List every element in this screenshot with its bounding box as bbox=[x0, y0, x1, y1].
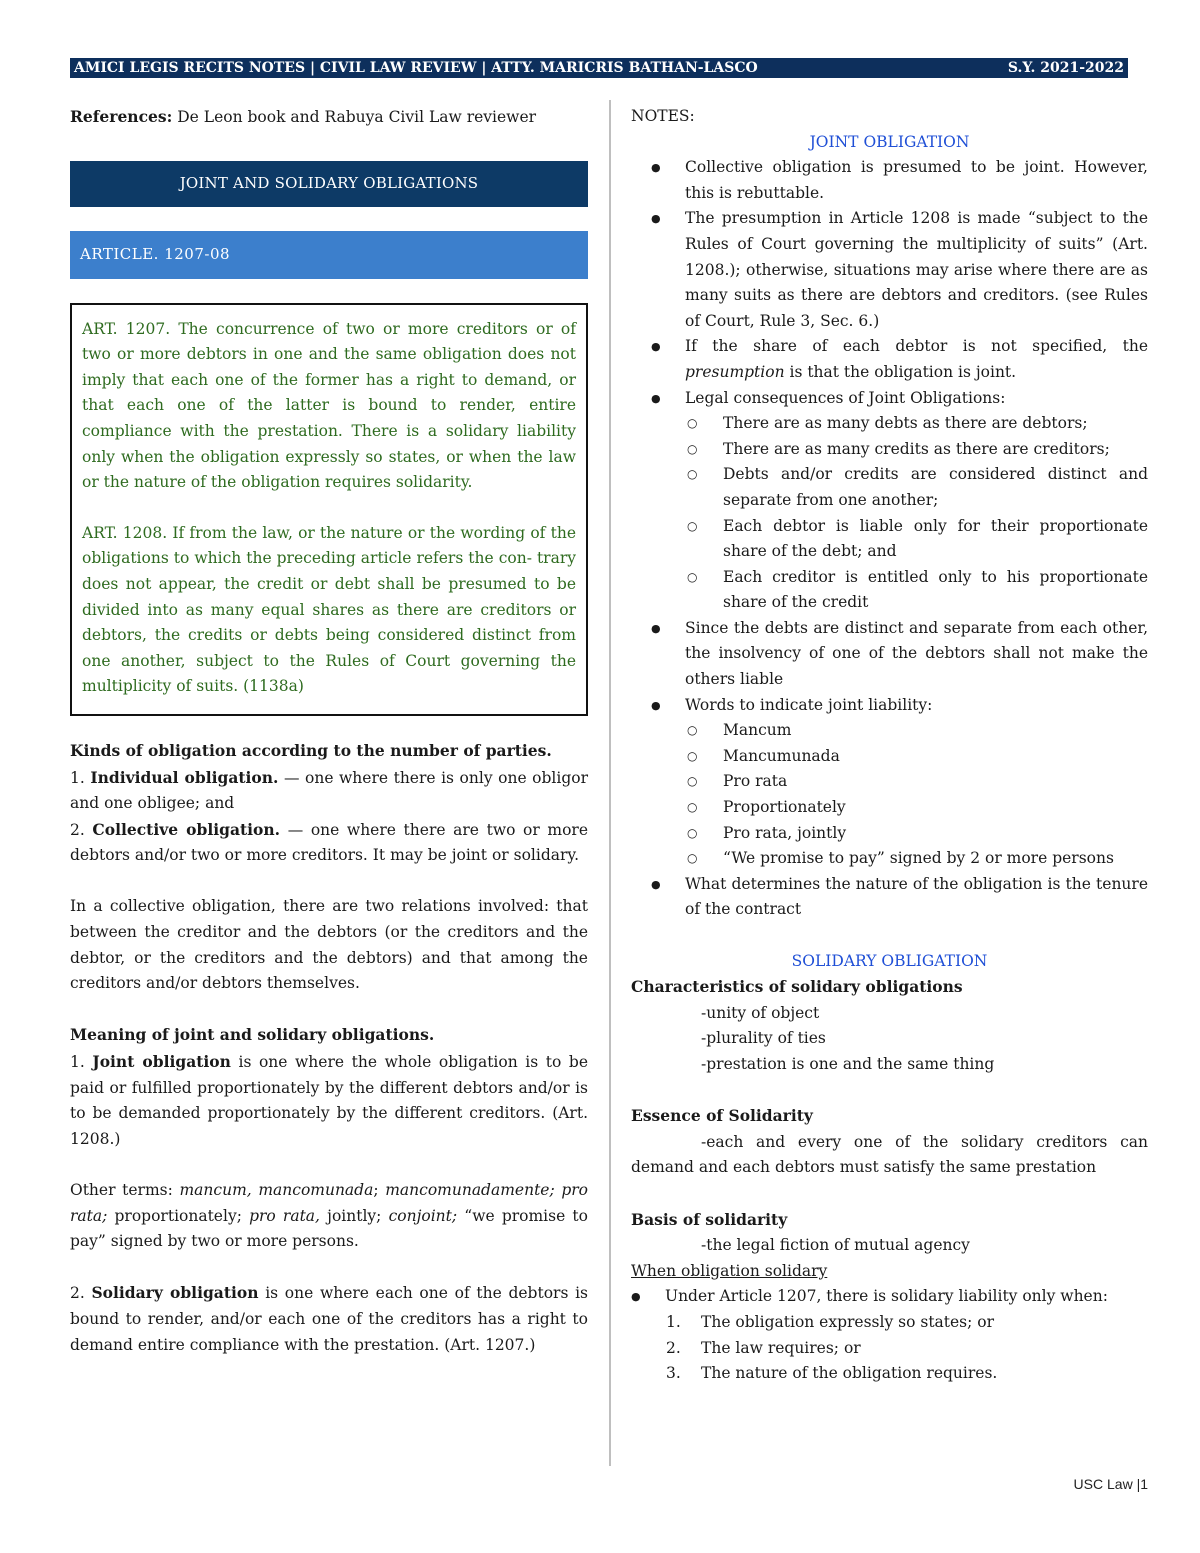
references-label: References: bbox=[70, 107, 173, 126]
joint-notes-list bbox=[631, 155, 1148, 923]
consequences-list bbox=[685, 411, 1148, 616]
list-item: ● What determines the nature of the obligation is the tenure of the contract bbox=[647, 872, 1148, 923]
article-box bbox=[70, 303, 588, 716]
header-school-year: S.Y. 2021-2022 bbox=[1007, 60, 1124, 76]
page-footer: USC Law |1 bbox=[1073, 1476, 1148, 1492]
kind-individual: 1. Individual obligation. — one where there is only one obligor and one obligee; and bbox=[70, 767, 588, 813]
essence-title: Essence of Solidarity bbox=[631, 1106, 813, 1126]
essence-text: -each and every one of the solidary creditors can demand and each debtors must satisfy the same prestation bbox=[631, 1132, 1148, 1177]
article-banner: ARTICLE. 1207-08 bbox=[70, 231, 588, 279]
list-item: 3. The nature of the obligation requires. bbox=[666, 1364, 998, 1383]
list-item: ● Legal consequences of Joint Obligations: ○ There are as many debts as there are debtors; ○ There are as many credits as there are creditors; ○ Debts and/or credits are considered distinct and separate from one another; ○ Each debtor is liable only for their proportionate share of the debt; and ○ Each creditor is entitled only to his proportionate share of the credit bbox=[647, 386, 1148, 616]
solidary-conditions-list bbox=[631, 1310, 1148, 1387]
list-item: 2. The law requires; or bbox=[666, 1338, 861, 1357]
other-terms: Other terms: mancum, mancomunada; mancomunadamente; pro rata; proportionately; pro rata, jointly; conjoint; “we promise to pay” signed by two or more persons. bbox=[70, 1181, 589, 1251]
article-1207: ART. 1207. The concurrence of two or more creditors or of two or more debtors in one and the same obligation does not imply that each one of the former has a right to demand, or that each one of the latter is bound to render, entire compliance with the prestation. There is a solidary liability only when the obligation expressly so states, or when the law or the nature of the obligation requires solidarity. bbox=[82, 319, 576, 492]
header-course-info: AMICI LEGIS RECITS NOTES | CIVIL LAW REVIEW | ATTY. MARICRIS BATHAN-LASCO bbox=[74, 60, 758, 76]
list-item: ○ Debts and/or credits are considered distinct and separate from one another; bbox=[685, 462, 1148, 513]
list-item: ● Under Article 1207, there is solidary liability only when: bbox=[631, 1284, 1148, 1310]
characteristic-item: -plurality of ties bbox=[701, 1029, 826, 1048]
article-1208: ART. 1208. If from the law, or the nature or the wording of the obligations to which the preceding article refers the con- trary does not appear, the credit or debt shall be presumed to be divided into as many equal shares as there are creditors or debtors, the credits or debts being considered distinct from one another, subject to the Rules of Court governing the multiplicity of suits. (1138a) bbox=[82, 523, 576, 696]
list-item: ○ Proportionately bbox=[685, 795, 1148, 821]
list-item: ○ Mancumunada bbox=[685, 744, 1148, 770]
page-header bbox=[70, 58, 1128, 78]
list-item: ○ There are as many credits as there are creditors; bbox=[685, 437, 1148, 463]
solidary-definition: 2. Solidary obligation is one where each one of the debtors is bound to render, and/or each one of the creditors has a right to demand entire compliance with the prestation. (Art. 1207.) bbox=[70, 1283, 588, 1354]
joint-words-list bbox=[685, 718, 1148, 872]
meaning-title: Meaning of joint and solidary obligations. bbox=[70, 1025, 435, 1045]
list-item: ○ Pro rata, jointly bbox=[685, 821, 1148, 847]
when-solidary-list bbox=[631, 1284, 1148, 1310]
list-item: 1. The obligation expressly so states; or bbox=[666, 1312, 995, 1331]
kind-collective: 2. Collective obligation. — one where there are two or more debtors and/or two or more creditors. It may be joint or solidary. bbox=[70, 819, 589, 865]
right-column bbox=[631, 104, 1148, 1387]
solidary-obligation-heading: SOLIDARY OBLIGATION bbox=[791, 951, 988, 970]
list-item: ● Collective obligation is presumed to be joint. However, this is rebuttable. bbox=[647, 155, 1148, 206]
notes-label: NOTES: bbox=[631, 107, 695, 125]
list-item: ○ There are as many debts as there are debtors; bbox=[685, 411, 1148, 437]
section-banner: JOINT AND SOLIDARY OBLIGATIONS bbox=[70, 161, 588, 207]
characteristic-item: -unity of object bbox=[701, 1003, 820, 1022]
list-item: ○ Each debtor is liable only for their proportionate share of the debt; and bbox=[685, 514, 1148, 565]
list-item: ○ “We promise to pay” signed by 2 or more persons bbox=[685, 846, 1148, 872]
characteristics-title: Characteristics of solidary obligations bbox=[631, 977, 963, 997]
relations-paragraph: In a collective obligation, there are two relations involved: that between the creditor and the debtors (or the creditors and the debtor, or the creditors and the debtors) and that among the creditors and/or debtors themselves. bbox=[70, 897, 588, 993]
list-item: ○ Pro rata bbox=[685, 769, 1148, 795]
when-solidary-title: When obligation solidary bbox=[631, 1261, 828, 1280]
list-item: ● Words to indicate joint liability: ○ Mancum ○ Mancumunada ○ Pro rata ○ Proportionately ○ Pro rata, jointly ○ “We promise to pay” signed by 2 or more persons bbox=[647, 693, 1148, 872]
left-column bbox=[70, 104, 588, 1358]
characteristic-item: -prestation is one and the same thing bbox=[701, 1054, 995, 1073]
references-text: De Leon book and Rabuya Civil Law reviewer bbox=[172, 108, 537, 126]
list-item: ○ Each creditor is entitled only to his proportionate share of the credit bbox=[685, 565, 1148, 616]
basis-text: -the legal fiction of mutual agency bbox=[701, 1236, 970, 1255]
references bbox=[70, 104, 588, 131]
list-item: ● The presumption in Article 1208 is made “subject to the Rules of Court governing the multiplicity of suits” (Art. 1208.); otherwise, situations may arise where there are as many suits as there are debtors and creditors. (see Rules of Court, Rule 3, Sec. 6.) bbox=[647, 206, 1148, 334]
kinds-title: Kinds of obligation according to the number of parties. bbox=[70, 740, 552, 760]
list-item: ● Since the debts are distinct and separate from each other, the insolvency of one of the debtors shall not make the others liable bbox=[647, 616, 1148, 693]
joint-obligation-heading: JOINT OBLIGATION bbox=[809, 132, 970, 151]
joint-definition: 1. Joint obligation is one where the whole obligation is to be paid or fulfilled proportionately by the different debtors and/or is to be demanded proportionately by the different creditors. (Art. 1208.) bbox=[70, 1052, 589, 1148]
basis-title: Basis of solidarity bbox=[631, 1209, 788, 1229]
column-divider bbox=[609, 100, 611, 1466]
list-item: ○ Mancum bbox=[685, 718, 1148, 744]
list-item: ● If the share of each debtor is not specified, the presumption is that the obligation is joint. bbox=[647, 334, 1148, 385]
